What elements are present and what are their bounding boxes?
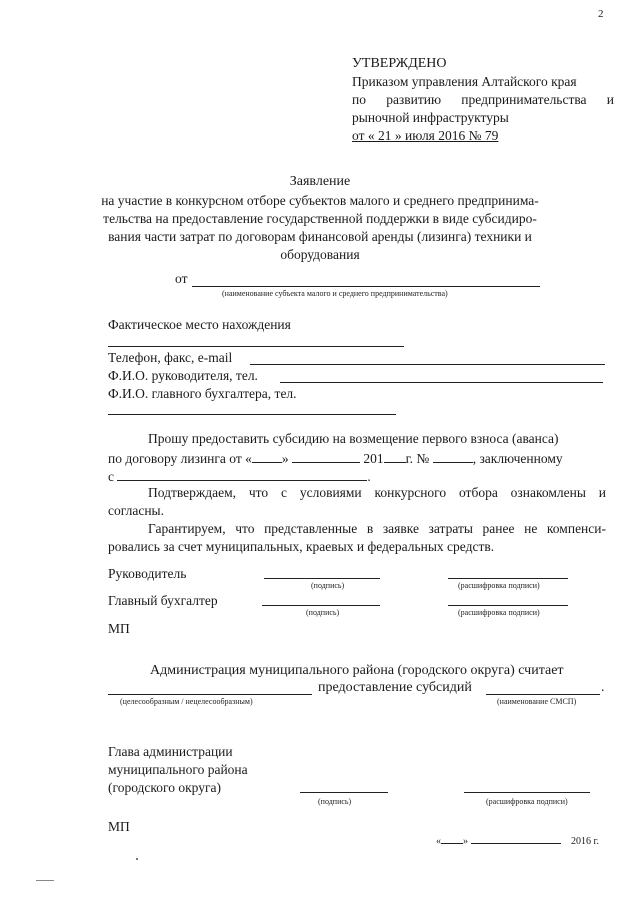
administration-middle: предоставление субсидий [318,680,472,695]
administration-end: . [601,680,605,695]
request-line-2 [108,448,608,467]
phone-field-line[interactable] [250,364,605,365]
date-quote-open: « [436,836,441,847]
admin-stamp-label: МП [108,819,130,834]
contract-month-field[interactable] [292,448,360,463]
contract-number-field[interactable] [433,448,473,463]
location-label: Фактическое место нахождения [108,317,291,332]
head-signature-caption: (подпись) [318,797,352,806]
director-decoding-caption: (расшифровка подписи) [458,581,540,590]
date-year: 2016 г. [571,836,599,847]
accountant-signature-line[interactable] [262,605,380,606]
scan-dot [136,858,138,860]
approval-line-1: Приказом управления Алтайского края [352,74,577,89]
contract-prefix: по договору лизинга от « [108,451,252,466]
page-number: 2 [598,8,604,20]
date-month-field[interactable] [471,834,561,844]
expediency-caption: (целесообразным / нецелесообразным) [120,697,253,706]
from-caption: (наименование субъекта малого и среднего предпринимательства) [222,289,448,298]
head-line-1: Глава администрации [108,744,233,759]
contract-day-field[interactable] [252,448,282,463]
smsp-caption: (наименование СМСП) [497,697,577,706]
head-decoding-line[interactable] [464,792,590,793]
application-title: Заявление [289,174,351,189]
request-line-1: Прошу предоставить субсидию на возмещение первого взноса (аванса) [148,431,559,446]
lessor-period: . [367,469,371,484]
director-signature-line[interactable] [264,578,380,579]
lessor-prefix: с [108,469,114,484]
approval-line-3: рыночной инфраструктуры [352,110,509,125]
contract-quote-close: » [281,451,289,466]
head-signature-line[interactable] [300,792,388,793]
accountant-decoding-caption: (расшифровка подписи) [458,608,540,617]
scan-mark [36,880,54,881]
stamp-label: МП [108,621,130,636]
director-field-line[interactable] [280,382,603,383]
contract-year-prefix: 201 [363,451,384,466]
approval-date-line: от « 21 » июля 2016 № 79 [352,128,499,143]
location-field-line[interactable] [108,346,404,347]
heading-line-4: оборудования [280,247,360,262]
accountant-signature-caption: (подпись) [306,608,340,617]
date-quote-close: » [463,836,468,847]
smsp-name-field-line[interactable] [486,694,600,695]
request-line-3 [108,466,371,485]
accountant-signature-label: Главный бухгалтер [108,593,218,608]
guarantee-line-1: Гарантируем, что представленные в заявке затраты ранее не компенси- [148,521,606,536]
accountant-decoding-line[interactable] [448,605,568,606]
date-line [436,834,599,848]
contract-suffix: , заключенному [472,451,563,466]
confirm-line-2: согласны. [108,503,164,518]
date-day-field[interactable] [441,834,463,844]
accountant-field-line[interactable] [108,414,396,415]
from-field-line[interactable] [192,286,540,287]
contract-year-field[interactable] [384,448,406,463]
heading-line-1: на участие в конкурсном отборе субъектов малого и среднего предпринима- [101,193,539,208]
approval-title: УТВЕРЖДЕНО [352,56,447,71]
confirm-line-1: Подтверждаем, что с условиями конкурсного отбора ознакомлены и [148,485,606,500]
director-signature-caption: (подпись) [311,581,345,590]
director-signature-label: Руководитель [108,566,187,581]
from-prefix: от [175,271,188,286]
heading-line-2: тельства на предоставление государственной поддержки в виде субсидиро- [103,211,537,226]
heading-line-3: вания части затрат по договорам финансовой аренды (лизинга) техники и [108,229,532,244]
director-decoding-line[interactable] [448,578,568,579]
phone-label: Телефон, факс, e-mail [108,350,233,365]
expediency-field-line[interactable] [108,694,312,695]
accountant-label: Ф.И.О. главного бухгалтера, тел. [108,386,297,401]
head-decoding-caption: (расшифровка подписи) [486,797,568,806]
contract-number-label: г. № [405,451,430,466]
lessor-field[interactable] [117,466,367,481]
approval-line-2: по развитию предпринимательства и [352,92,614,107]
head-line-3: (городского округа) [108,780,222,795]
director-label: Ф.И.О. руководителя, тел. [108,368,258,383]
head-line-2: муниципального района [108,762,248,777]
guarantee-line-2: ровались за счет муниципальных, краевых и федеральных средств. [108,539,495,554]
administration-line-1: Администрация муниципального района (городского округа) считает [150,663,564,678]
